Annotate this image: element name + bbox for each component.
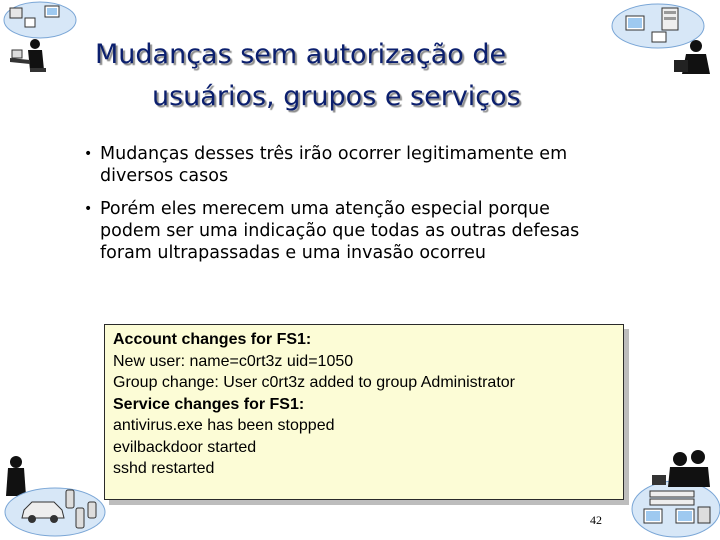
log-line: Service changes for FS1: [113,395,305,413]
office-network-icon [620,445,720,540]
bullet-dot-icon: • [84,201,93,217]
bullet-item [82,143,642,187]
title-line-2: usuários, grupos e serviços [152,81,521,112]
bullet-text-line: diversos casos [100,166,229,186]
log-line: Account changes for FS1: [113,331,312,348]
log-line: evilbackdoor started [113,438,257,456]
log-line: Group change: User c0rt3z added to group Administrator [113,374,515,391]
person-computer-icon [0,0,80,80]
bullet-item [82,198,642,264]
bullet-text-line: Porém eles merecem uma atenção especial porque [100,199,550,219]
log-line: New user: name=c0rt3z uid=1050 [113,352,354,370]
bullet-dot-icon: • [84,146,93,162]
log-line: sshd restarted [113,460,215,477]
bullet-text-line: foram ultrapassadas e uma invasão ocorreu [100,243,486,263]
log-line: antivirus.exe has been stopped [113,417,335,434]
network-people-icon [608,2,720,82]
bullet-list [82,143,642,275]
bullet-text-line: Mudanças desses três irão ocorrer legitimamente em [100,144,568,164]
log-output-box [104,324,624,500]
page-number: 42 [590,513,602,527]
title-line-1: Mudanças sem autorização de [95,39,507,70]
mobile-user-icon [0,450,110,540]
bullet-text-line: podem ser uma indicação que todas as outras defesas [100,221,580,241]
